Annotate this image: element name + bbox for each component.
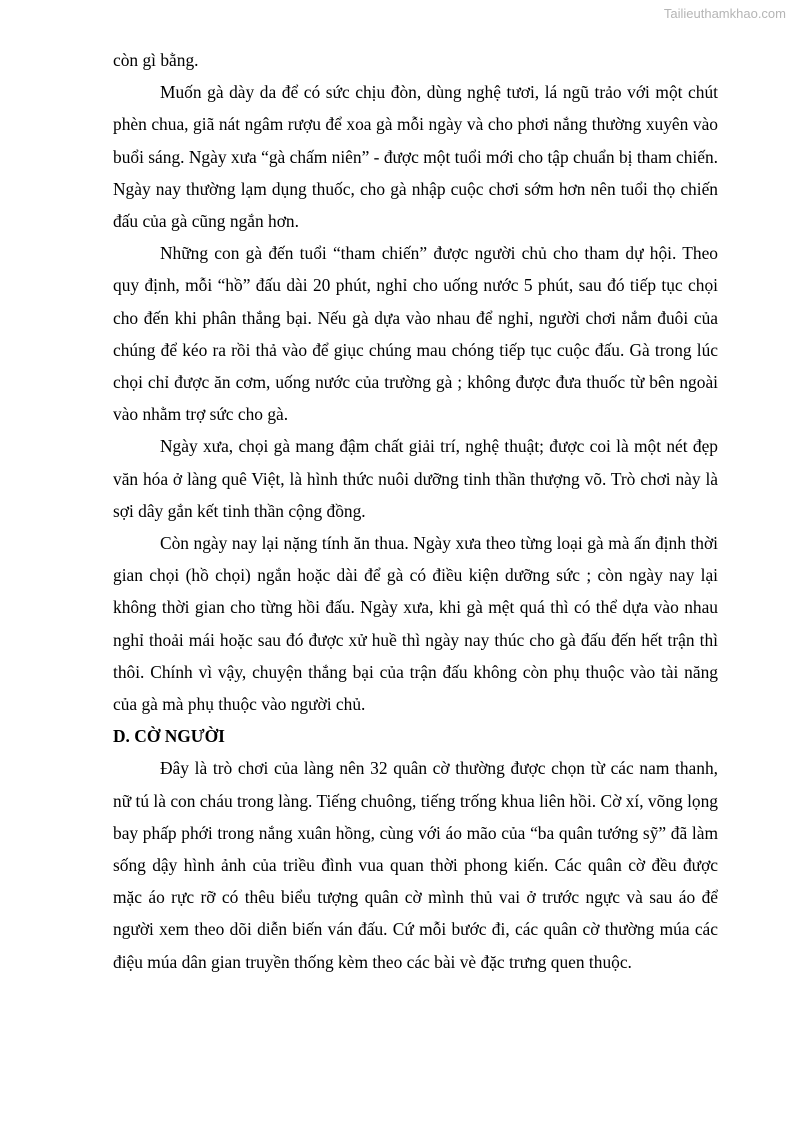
paragraph-nowadays: Còn ngày nay lại nặng tính ăn thua. Ngày xưa theo từng loại gà mà ấn định thời gian chọi (hồ chọi) ngắn hoặc dài để gà có điều kiện dưỡng sức ; còn ngày nay lại không thời gian cho từng hồi đấu. Ngày xưa, khi gà mệt quá thì có thể dựa vào nhau nghỉ thoải mái hoặc sau đó được xử huề thì ngày nay thúc cho gà đấu đến hết trận thì thôi. Chính vì vậy, chuyện thắng bại của trận đấu không còn phụ thuộc vào tài năng của gà mà phụ thuộc vào người chủ.: [113, 533, 718, 715]
paragraph-fight-rules: Những con gà đến tuổi “tham chiến” được người chủ cho tham dự hội. Theo quy định, mỗi “hồ” đấu dài 20 phút, nghỉ cho uống nước 5 phút, sau đó tiếp tục chọi cho đến khi phân thắng bại. Nếu gà dựa vào nhau để nghỉ, người chơi nắm đuôi của chúng để kéo ra rồi thả vào để giục chúng mau chóng tiếp tục cuộc đấu. Gà trong lúc chọi chỉ được ăn cơm, uống nước của trường gà ; không được đưa thuốc từ bên ngoài vào nhằm trợ sức cho gà.: [113, 243, 718, 425]
paragraph-thick-skin: Muốn gà dày da để có sức chịu đòn, dùng nghệ tươi, lá ngũ trảo với một chút phèn chua, giã nát ngâm rượu để xoa gà mỗi ngày và cho phơi nắng thường xuyên vào buổi sáng. Ngày xưa “gà chấm niên” - được một tuổi mới cho tập chuẩn bị tham chiến. Ngày nay thường lạm dụng thuốc, cho gà nhập cuộc chơi sớm hơn nên tuổi thọ chiến đấu của gà cũng ngắn hơn.: [113, 82, 718, 232]
document-body: [113, 44, 718, 978]
paragraph-continuation: còn gì bằng.: [113, 50, 199, 70]
paragraph-human-chess: Đây là trò chơi của làng nên 32 quân cờ thường được chọn từ các nam thanh, nữ tú là con cháu trong làng. Tiếng chuông, tiếng trống khua liên hồi. Cờ xí, võng lọng bay phấp phới trong nắng xuân hồng, cùng với áo mão của “ba quân tướng sỹ” đã làm sống dậy hình ảnh của triều đình vua quan thời phong kiến. Các quân cờ đều được mặc áo rực rỡ có thêu biểu tượng quân cờ mình thủ vai ở trước ngực và sau áo để người xem theo dõi diễn biến ván đấu. Cứ mỗi bước đi, các quân cờ thường múa các điệu múa dân gian truyền thống kèm theo các bài vè đặc trưng quen thuộc.: [113, 758, 718, 972]
paragraph-cultural-value: Ngày xưa, chọi gà mang đậm chất giải trí, nghệ thuật; được coi là một nét đẹp văn hóa ở làng quê Việt, là hình thức nuôi dưỡng tinh thần thượng võ. Trò chơi này là sợi dây gắn kết tinh thần cộng đồng.: [113, 436, 718, 521]
watermark: Tailieuthamkhao.com: [663, 6, 786, 21]
section-heading: D. CỜ NGƯỜI: [113, 726, 225, 747]
